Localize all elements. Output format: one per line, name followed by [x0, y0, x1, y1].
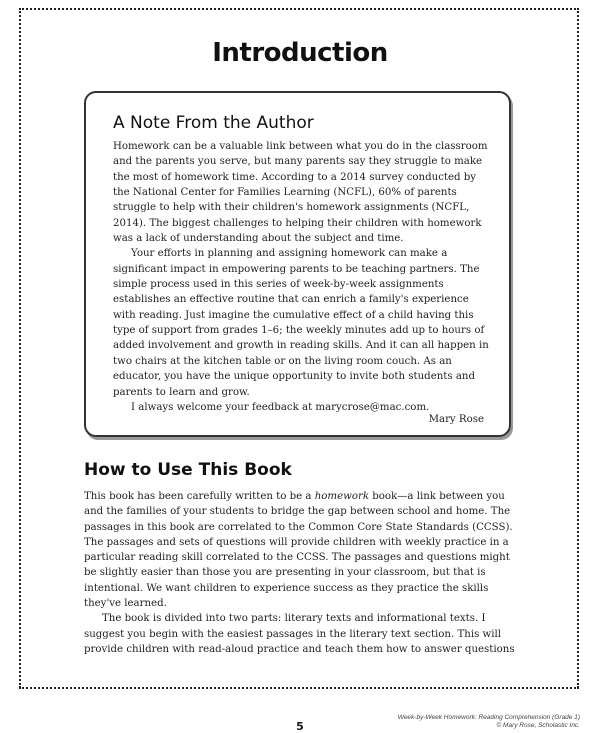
footer-credit-copyright: © Mary Rose, Scholastic Inc. — [496, 722, 580, 729]
author-note-paragraph-3: I always welcome your feedback at marycrose@mac.com. — [131, 401, 430, 413]
homework-emphasis: homework — [314, 491, 369, 502]
how-to-use-paragraph-2: The book is divided into two parts: literary texts and informational texts. I suggest you begin with the easiest passages in the literary text section. This will provide children with read-aloud practice and teach them how to answer questions — [84, 613, 515, 655]
footer-credit-title: Week-by-Week Homework: Reading Comprehension (Grade 1) — [397, 714, 580, 721]
page-number: 5 — [296, 720, 304, 733]
author-signature: Mary Rose — [428, 414, 484, 425]
paragraph-1-text-end: book—a link between you and the families of your students to bridge the gap between school and home. The passages in this book are correlated to the Common Core State Standards (CCSS). The passages and sets of questions will provide children with weekly practice in a particular reading skill correlated to the CCSS. The passages and questions might be slightly easier than those you are presenting in your classroom, but that is intentional. We want children to experience success as they practice the skills they've learned. — [84, 491, 513, 610]
how-to-use-body — [84, 489, 516, 657]
paragraph-1-text-start: This book has been carefully written to be a — [84, 491, 315, 502]
author-note-heading: A Note From the Author — [113, 113, 314, 133]
author-note-paragraph-2: Your efforts in planning and assigning homework can make a significant impact in empowering parents to be teaching partners. The simple process used in this series of week-by-week assignments establishes an effective routine that can enrich a family's experience with reading. Just imagine the cumulative effect of a child having this type of support from grades 1–6; the weekly minutes add up to hours of added involvement and growth in reading skills. And it can all happen in two chairs at the kitchen table or on the living room couch. As an educator, you have the unique opportunity to invite both students and parents to learn and grow. — [113, 248, 489, 398]
how-to-use-paragraph-1 — [84, 489, 516, 611]
author-note-paragraph-1: Homework can be a valuable link between what you do in the classroom and the parents you serve, but many parents say they struggle to make the most of homework time. According to a 2014 survey conducted by the National Center for Families Learning (NCFL), 60% of parents struggle to help with their children's homework assignments (NCFL, 2014). The biggest challenges to helping their children with homework was a lack of understanding about the subject and time. — [113, 141, 488, 245]
footer-credit — [398, 714, 580, 730]
page-title: Introduction — [212, 38, 388, 68]
author-note-body — [113, 139, 493, 415]
page-border-bottom — [19, 687, 579, 689]
section-heading-how-to-use: How to Use This Book — [84, 460, 292, 480]
